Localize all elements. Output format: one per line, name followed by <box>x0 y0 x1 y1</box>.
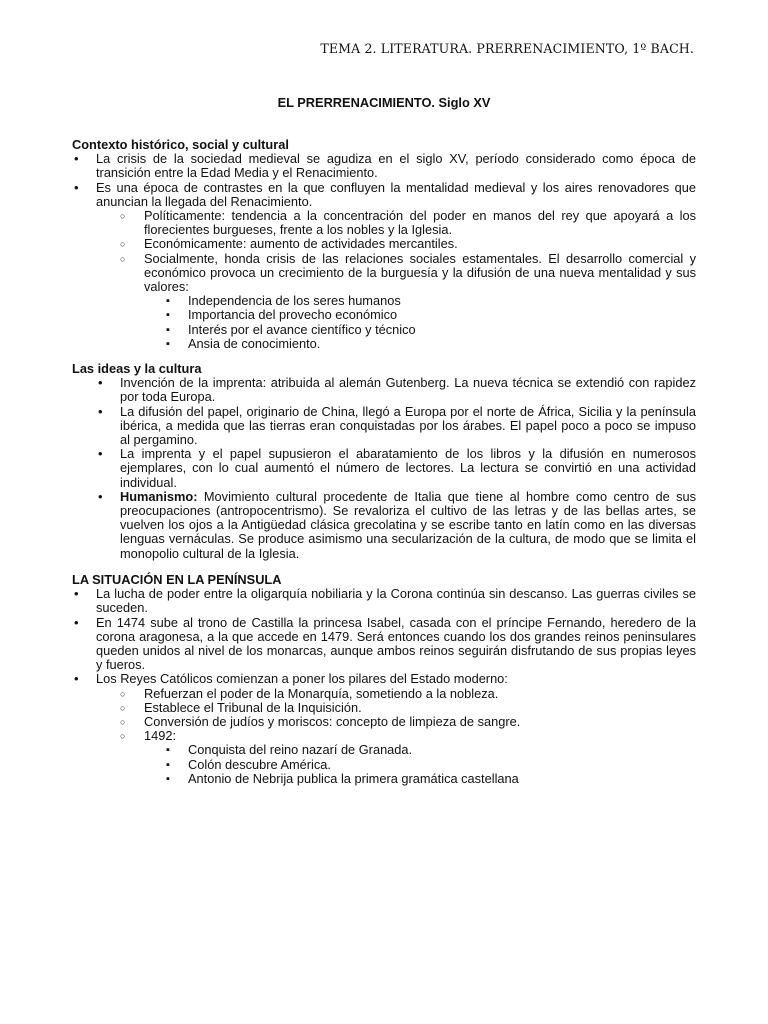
sublist-item: ○ Políticamente: tendencia a la concentración del poder en manos del rey que apoyará a los florecientes burgueses, frente a los nobles y la Iglesia. <box>72 209 696 237</box>
list-item: • La difusión del papel, originario de China, llegó a Europa por el norte de África, Sicilia y la península ibérica, a medida que las tierras eran conquistadas por los árabes. El papel poco a poco se impuso al pergamino. <box>72 405 696 448</box>
sublist-item: ○ Conversión de judíos y moriscos: concepto de limpieza de sangre. <box>72 715 696 729</box>
values-list <box>144 294 696 351</box>
list-item-text: Los Reyes Católicos comienzan a poner los pilares del Estado moderno: <box>96 671 508 687</box>
events-1492-list <box>144 743 696 786</box>
peninsula-list <box>72 587 696 786</box>
sublist-item-text: 1492: <box>144 728 177 744</box>
ideas-list <box>72 376 696 561</box>
value-item: ▪ Interés por el avance científico y técnico <box>72 323 696 337</box>
peninsula-sublist <box>96 687 696 786</box>
humanismo-text: Movimiento cultural procedente de Italia que tiene al hombre como centro de sus preocupaciones (antropocentrismo). Se revaloriza el cultivo de las letras y de las bellas artes, se vuelven los ojos a la Antigüedad clásica grecolatina y se escribe tanto en latín como en las diversas lenguas vernáculas. Se produce asimismo una secularización de la cultura, de modo que se limita el monopolio cultural de la Iglesia. <box>120 488 696 561</box>
list-item <box>72 490 696 561</box>
list-item: • En 1474 sube al trono de Castilla la princesa Isabel, casada con el príncipe Fernando, heredero de la corona aragonesa, a la que accede en 1479. Será entonces cuando los dos grandes reinos peninsulares queden unidos al nivel de los monarcas, aunque ambos reinos seguirán disfrutando de sus propias leyes y fueros. <box>72 616 696 673</box>
value-item: ▪ Independencia de los seres humanos <box>72 294 696 308</box>
sublist-item-text: Socialmente, honda crisis de las relaciones sociales estamentales. El desarrollo comercial y económico provoca un crecimiento de la burguesía y la difusión de una nueva mentalidad y sus valores: <box>144 250 696 295</box>
list-item <box>72 672 696 786</box>
list-item: • Invención de la imprenta: atribuida al alemán Gutenberg. La nueva técnica se extendió con rapidez por toda Europa. <box>72 376 696 404</box>
document-title: EL PRERRENACIMIENTO. Siglo XV <box>277 95 491 110</box>
list-item <box>72 181 696 351</box>
sublist-item: ○ Establece el Tribunal de la Inquisición. <box>72 701 696 715</box>
running-header: TEMA 2. LITERATURA. PRERRENACIMIENTO, 1º BACH. <box>320 41 694 56</box>
event-item: ▪ Antonio de Nebrija publica la primera gramática castellana <box>72 772 696 786</box>
section-heading-peninsula: LA SITUACIÓN EN LA PENÍNSULA <box>72 571 282 587</box>
event-item: ▪ Conquista del reino nazarí de Granada. <box>72 743 696 757</box>
sublist-item <box>72 729 696 786</box>
list-item: • La lucha de poder entre la oligarquía nobiliaria y la Corona continúa sin descanso. Las guerras civiles se suceden. <box>72 587 696 615</box>
value-item: ▪ Ansia de conocimiento. <box>72 337 696 351</box>
sublist-item: ○ Refuerzan el poder de la Monarquía, sometiendo a la nobleza. <box>72 687 696 701</box>
sublist-item: ○ Económicamente: aumento de actividades mercantiles. <box>72 237 696 251</box>
event-item: ▪ Colón descubre América. <box>72 758 696 772</box>
section-heading-contexto: Contexto histórico, social y cultural <box>72 137 289 152</box>
list-item-text: Es una época de contrastes en la que confluyen la mentalidad medieval y los aires renovadores que anuncian la llegada del Renacimiento. <box>96 179 696 209</box>
list-item: • La crisis de la sociedad medieval se agudiza en el siglo XV, período considerado como época de transición entre la Edad Media y el Renacimiento. <box>72 152 696 180</box>
contexto-sublist <box>96 209 696 351</box>
contexto-list <box>72 152 696 351</box>
humanismo-label: Humanismo: <box>120 488 198 504</box>
value-item: ▪ Importancia del provecho económico <box>72 308 696 322</box>
list-item: • La imprenta y el papel supusieron el abaratamiento de los libros y la difusión en numerosos ejemplares, con lo cual aumentó el número de lectores. La lectura se convirtió en una actividad individual. <box>72 447 696 490</box>
section-heading-ideas: Las ideas y la cultura <box>72 361 202 377</box>
document-body <box>72 138 696 786</box>
sublist-item <box>72 252 696 351</box>
